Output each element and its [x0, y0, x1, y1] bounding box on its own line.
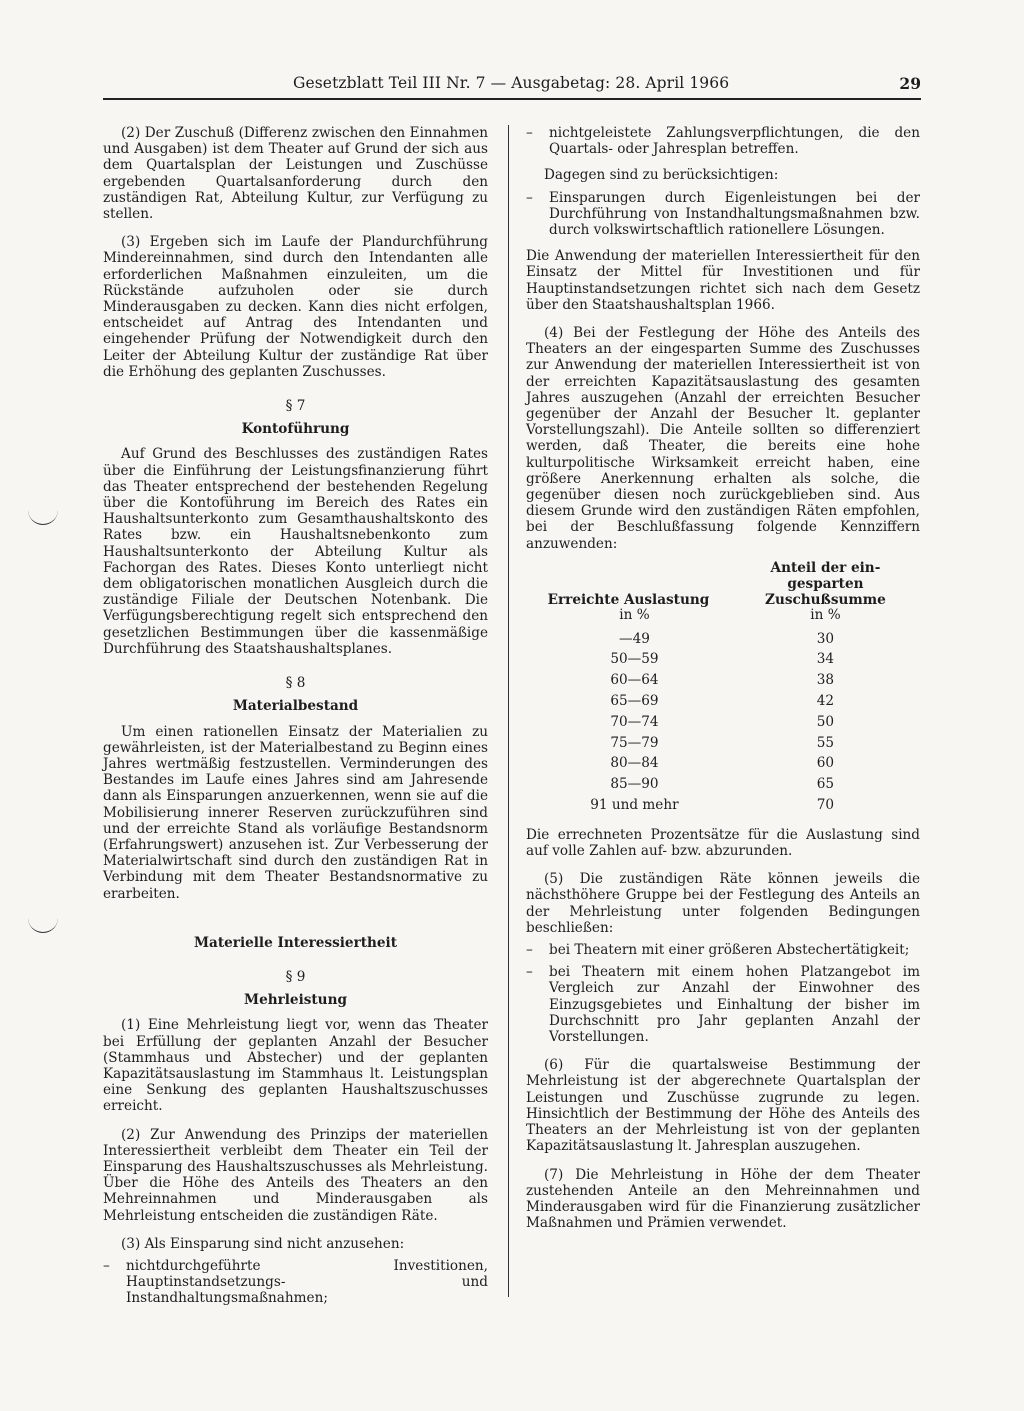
table-cell-share: 30	[816, 630, 835, 647]
table-row	[526, 671, 920, 692]
dash-bullet: –	[526, 189, 533, 206]
paragraph-9-7: (7) Die Mehrleistung in Höhe der dem Theater zustehenden Anteile an den Mehreinnahmen und Minderausgaben wird für die Finanzierung zusätzlicher Maßnahmen und Prämien verwendet.	[526, 1166, 920, 1232]
page-header	[103, 74, 921, 100]
list-item-text: bei Theatern mit einem hohen Platzangebot im Vergleich zur Anzahl der Einwohner des Einzugsgebietes und Einhaltung der bisher im Durchschnitt pro Jahr geplanten Anzahl der Vorstellungen.	[549, 964, 920, 1046]
table-unit-share: in %	[810, 606, 841, 623]
table-row	[526, 796, 920, 817]
list-item-text: Einsparungen durch Eigenleistungen bei der Durchführung von Instandhaltungsmaßnahmen bzw. durch volkswirtschaftlich rationellere Lösungen.	[549, 189, 920, 239]
header-title: Gesetzblatt Teil III Nr. 7 — Ausgabetag: 28. April 1966	[293, 74, 730, 92]
table-cell-utilization: —49	[618, 630, 650, 647]
table-cell-utilization: 75—79	[610, 734, 659, 751]
list-item-text: bei Theatern mit einer größeren Abstechertätigkeit;	[549, 942, 910, 959]
table-cell-utilization: 60—64	[610, 672, 659, 689]
table-cell-utilization: 65—69	[610, 693, 659, 710]
table-row	[526, 754, 920, 775]
table-cell-utilization: 85—90	[610, 776, 659, 793]
paragraph-rounding: Die errechneten Prozentsätze für die Auslastung sind auf volle Zahlen auf- bzw. abzurunden.	[526, 826, 920, 860]
section-9-number: § 9	[285, 968, 306, 985]
list-item	[526, 964, 920, 1045]
section-8-text: Um einen rationellen Einsatz der Materialien zu gewährleisten, ist der Materialbestand zu Beginn eines Jahres wertmäßig festzustellen. Verminderungen des Bestandes im Laufe eines Jahres sind am Jahresende dann als Einsparungen anzuerkennen, wenn sie auf die Mobilisierung innerer Reserven zurückzuführen sind und der erreichte Stand als vorläufige Bestandsnorm (Erfahrungswert) anzusehen ist. Zur Verbesserung der Materialwirtschaft sind durch den zuständigen Rat in Verbindung mit dem Theater Bestandsnormative zu erarbeiten.	[103, 723, 488, 902]
table-row	[526, 713, 920, 734]
table-cell-utilization: 50—59	[610, 651, 659, 668]
dash-bullet: –	[526, 942, 533, 959]
section-7-title: Kontoführung	[241, 421, 350, 438]
list-item	[526, 942, 920, 958]
paragraph-9-2: (2) Zur Anwendung des Prinzips der materiellen Interessiertheit verbleibt dem Theater ein Teil der Einsparung des Haushaltszuschusses als Mehrleistung. Über die Höhe des Anteils des Theaters an den Mehreinnahmen und Minderausgaben als Mehrleistung entscheiden die zuständigen Räte.	[103, 1126, 488, 1224]
table-header-share-line1: Anteil der ein-	[770, 559, 881, 576]
table-body	[526, 608, 920, 817]
allocation-table	[526, 560, 920, 817]
table-cell-share: 55	[816, 734, 835, 751]
paragraph-application: Die Anwendung der materiellen Interessiertheit für den Einsatz der Mittel für Investitionen und für Hauptinstandsetzungen richtet sich nach dem Gesetz über den Staatshaushaltsplan 1966.	[526, 248, 920, 313]
table-cell-share: 42	[816, 693, 835, 710]
table-cell-share: 38	[816, 672, 835, 689]
table-cell-share: 65	[816, 776, 835, 793]
table-header-utilization: Erreichte Auslastung	[547, 591, 710, 608]
list-item	[526, 190, 920, 239]
list-item-text: nichtgeleistete Zahlungsverpflichtungen, die den Quartals- oder Jahresplan betreffen.	[549, 125, 920, 158]
margin-mark	[28, 918, 58, 933]
section-9-title: Mehrleistung	[244, 992, 347, 1009]
table-unit-utilization: in %	[619, 606, 650, 623]
list-item	[103, 1258, 488, 1307]
table-cell-utilization: 91 und mehr	[590, 797, 679, 814]
paragraph-9-1: (1) Eine Mehrleistung liegt vor, wenn das Theater bei Erfüllung der geplanten Anzahl der Besucher (Stammhaus und Abstecher) und der geplanten Kapazitätsauslastung im Stammhaus lt. Leistungsplan eine Senkung des geplanten Haushaltszuschusses erreicht.	[103, 1017, 488, 1115]
table-cell-utilization: 70—74	[610, 713, 659, 730]
consider-intro: Dagegen sind zu berücksichtigen:	[544, 167, 779, 184]
table-row	[526, 775, 920, 796]
section-8-number: § 8	[285, 675, 306, 692]
margin-mark	[28, 510, 58, 525]
major-heading: Materielle Interessiertheit	[194, 934, 397, 951]
table-row	[526, 630, 920, 651]
section-8-title: Materialbestand	[232, 698, 359, 715]
paragraph-6-2: (2) Der Zuschuß (Differenz zwischen den Einnahmen und Ausgaben) ist dem Theater auf Grund der sich aus dem Quartalsplan der Leistungen und Zuschüsse ergebenden Quartalsanforderung durch den zuständigen Rat, Abteilung Kultur, zur Verfügung zu stellen.	[103, 125, 488, 223]
paragraph-9-3: (3) Als Einsparung sind nicht anzusehen:	[121, 1235, 405, 1252]
section-7-number: § 7	[285, 398, 306, 415]
paragraph-6-3: (3) Ergeben sich im Laufe der Plandurchführung Mindereinnahmen, sind durch den Intendanten alle erforderlichen Maßnahmen einzuleiten, um die Rückstände aufzuholen oder sie durch Minderausgaben zu decken. Kann dies nicht erfolgen, entscheidet auf Antrag des Intendanten und eingehender Prüfung der Notwendigkeit durch den Leiter der Abteilung Kultur der zuständige Rat über die Erhöhung des geplanten Zuschusses.	[103, 234, 488, 380]
table-cell-share: 50	[816, 713, 835, 730]
table-header-share-line2: gesparten Zuschußsumme	[765, 575, 886, 608]
table-header-share	[731, 560, 920, 608]
dash-bullet: –	[103, 1257, 110, 1274]
list-item-text: nichtdurchgeführte Investitionen, Hauptinstandsetzungs- und Instandhaltungsmaßnahmen;	[126, 1257, 488, 1307]
list-item	[526, 125, 920, 157]
left-column	[103, 125, 488, 1313]
dash-bullet: –	[526, 125, 533, 141]
table-row	[526, 692, 920, 713]
dash-bullet: –	[526, 964, 533, 981]
paragraph-9-5: (5) Die zuständigen Räte können jeweils die nächsthöhere Gruppe bei der Festlegung des Anteils an der Mehrleistung unter folgenden Bedingungen beschließen:	[526, 871, 920, 936]
table-cell-utilization: 80—84	[610, 755, 659, 772]
table-unit-row	[526, 608, 920, 630]
table-cell-share: 60	[816, 755, 835, 772]
right-column	[526, 125, 920, 1243]
paragraph-9-4: (4) Bei der Festlegung der Höhe des Anteils des Theaters an der eingesparten Summe des Zuschusses zur Anwendung der materiellen Interessiertheit ist von der erreichten Kapazitätsauslastung des gesamten Jahres auszugehen (Anzahl der erreichten Besucher gegenüber der Anzahl der Besucher lt. geplanter Vorstellungszahl). Die Anteile sollten so differenziert werden, daß Theater, die bereits eine hohe kulturpolitische Wirksamkeit erreicht haben, eine größere Anerkennung erhalten als solche, die gegenüber diesen noch zurückgeblieben sind. Aus diesem Grunde wird den zuständigen Räten empfohlen, bei der Beschlußfassung folgende Kennziffern anzuwenden:	[526, 325, 920, 552]
column-divider	[508, 125, 509, 1297]
table-row	[526, 650, 920, 671]
table-cell-share: 34	[816, 651, 835, 668]
table-header-row	[526, 560, 920, 608]
table-row	[526, 734, 920, 755]
page-number: 29	[899, 74, 921, 93]
table-cell-share: 70	[816, 797, 835, 814]
paragraph-9-6: (6) Für die quartalsweise Bestimmung der Mehrleistung ist der abgerechnete Quartalsplan der Leistungen und Zuschüsse zugrunde zu legen. Hinsichtlich der Bestimmung der Höhe des Anteils des Theaters an der Mehrleistung ist von der geplanten Kapazitätsauslastung lt. Jahresplan auszugehen.	[526, 1057, 920, 1155]
section-7-text: Auf Grund des Beschlusses des zuständigen Rates über die Einführung der Leistungsfinanzierung führt das Theater entsprechend der bestehenden Regelung über die Kontoführung im Bereich des Rates ein Haushaltsunterkonto zum Gesamthaushaltskonto des Rates bzw. ein Haushaltsnebenkonto zum Haushaltsunterkonto der Abteilung Kultur als Fachorgan des Rates. Dieses Konto unterliegt nicht dem obligatorischen monatlichen Ausgleich durch die zuständige Filiale der Deutschen Notenbank. Die Verfügungsberechtigung regelt sich entsprechend den gesetzlichen Bestimmungen über die kassenmäßige Durchführung des Staatshaushaltsplanes.	[103, 446, 488, 657]
